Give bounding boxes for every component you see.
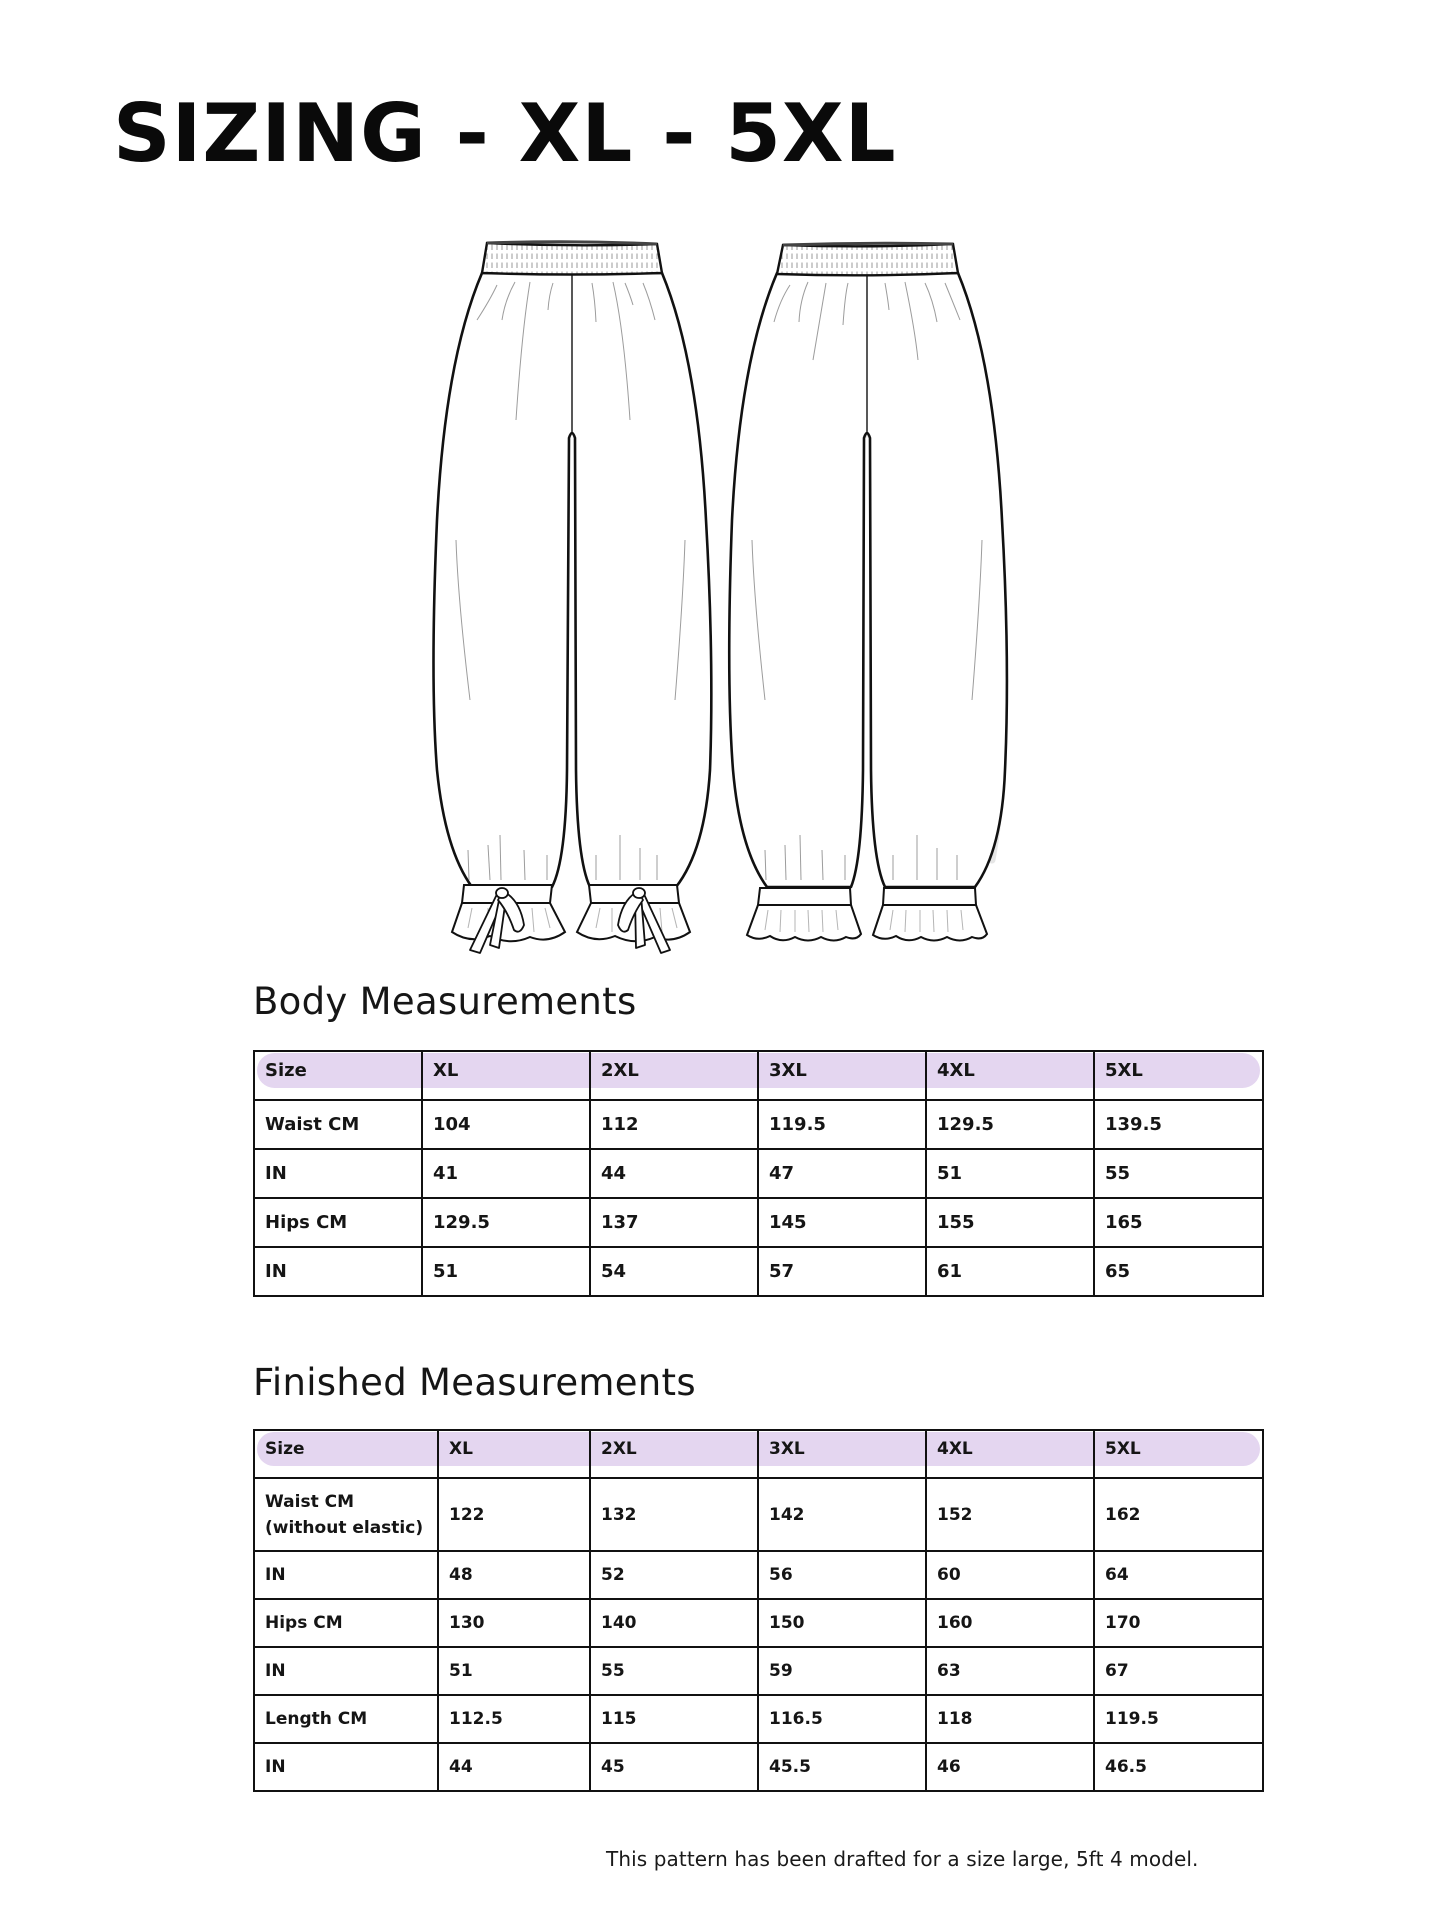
body-measurements-table <box>253 1050 1264 1297</box>
finished-measurements-table <box>253 1429 1264 1792</box>
table-cell: 152 <box>926 1478 1094 1551</box>
table-row <box>254 1100 1263 1149</box>
table-cell: 139.5 <box>1094 1100 1263 1149</box>
model-size-footnote: This pattern has been drafted for a size large, 5ft 4 model. <box>606 1847 1199 1871</box>
front-view-pants <box>434 242 712 953</box>
table-cell: 118 <box>926 1695 1094 1743</box>
table-cell: 55 <box>590 1647 758 1695</box>
table-cell: 55 <box>1094 1149 1263 1198</box>
table-cell: 51 <box>422 1247 590 1296</box>
table-cell: 60 <box>926 1551 1094 1599</box>
table-cell: 165 <box>1094 1198 1263 1247</box>
row-label: Hips CM <box>254 1599 438 1647</box>
table-cell: 145 <box>758 1198 926 1247</box>
header-cell: 2XL <box>590 1430 758 1478</box>
table-cell: 112.5 <box>438 1695 590 1743</box>
table-cell: 115 <box>590 1695 758 1743</box>
table-cell: 41 <box>422 1149 590 1198</box>
table-cell: 119.5 <box>758 1100 926 1149</box>
table-header-row <box>254 1430 1263 1478</box>
table-cell: 46.5 <box>1094 1743 1263 1791</box>
table-cell: 51 <box>926 1149 1094 1198</box>
table-row <box>254 1743 1263 1791</box>
table-cell: 44 <box>590 1149 758 1198</box>
table-cell: 47 <box>758 1149 926 1198</box>
table-cell: 132 <box>590 1478 758 1551</box>
table-cell: 56 <box>758 1551 926 1599</box>
row-label: Hips CM <box>254 1198 422 1247</box>
header-cell: XL <box>422 1051 590 1100</box>
table-cell: 64 <box>1094 1551 1263 1599</box>
table-cell: 112 <box>590 1100 758 1149</box>
row-label: Waist CM <box>254 1100 422 1149</box>
header-cell: 3XL <box>758 1430 926 1478</box>
table-cell: 67 <box>1094 1647 1263 1695</box>
table-cell: 160 <box>926 1599 1094 1647</box>
table-header-row <box>254 1051 1263 1100</box>
header-cell: 2XL <box>590 1051 758 1100</box>
row-label: IN <box>254 1743 438 1791</box>
table-cell: 142 <box>758 1478 926 1551</box>
table-cell: 45.5 <box>758 1743 926 1791</box>
table-cell: 52 <box>590 1551 758 1599</box>
table-row <box>254 1599 1263 1647</box>
table-cell: 129.5 <box>422 1198 590 1247</box>
table-row <box>254 1247 1263 1296</box>
table-cell: 44 <box>438 1743 590 1791</box>
table-row <box>254 1198 1263 1247</box>
header-cell: XL <box>438 1430 590 1478</box>
table-row <box>254 1478 1263 1551</box>
table-cell: 129.5 <box>926 1100 1094 1149</box>
row-label: IN <box>254 1647 438 1695</box>
table-row <box>254 1695 1263 1743</box>
row-label: IN <box>254 1247 422 1296</box>
header-cell: Size <box>254 1051 422 1100</box>
table-cell: 130 <box>438 1599 590 1647</box>
table-cell: 46 <box>926 1743 1094 1791</box>
row-label: Waist CM (without elastic) <box>254 1478 438 1551</box>
table-cell: 140 <box>590 1599 758 1647</box>
row-label: IN <box>254 1149 422 1198</box>
header-cell: 5XL <box>1094 1430 1263 1478</box>
table-cell: 104 <box>422 1100 590 1149</box>
table-cell: 162 <box>1094 1478 1263 1551</box>
header-cell: Size <box>254 1430 438 1478</box>
table-cell: 59 <box>758 1647 926 1695</box>
table-cell: 65 <box>1094 1247 1263 1296</box>
table-cell: 122 <box>438 1478 590 1551</box>
header-cell: 4XL <box>926 1051 1094 1100</box>
table-cell: 54 <box>590 1247 758 1296</box>
table-row <box>254 1149 1263 1198</box>
table-cell: 57 <box>758 1247 926 1296</box>
table-cell: 48 <box>438 1551 590 1599</box>
table-row <box>254 1647 1263 1695</box>
page-title: SIZING - XL - 5XL <box>113 87 897 180</box>
table-cell: 170 <box>1094 1599 1263 1647</box>
header-cell: 3XL <box>758 1051 926 1100</box>
row-label: IN <box>254 1551 438 1599</box>
table-cell: 119.5 <box>1094 1695 1263 1743</box>
table-cell: 45 <box>590 1743 758 1791</box>
back-view-pants <box>729 243 1007 940</box>
header-cell: 4XL <box>926 1430 1094 1478</box>
body-measurements-heading: Body Measurements <box>253 980 637 1023</box>
table-cell: 51 <box>438 1647 590 1695</box>
table-cell: 61 <box>926 1247 1094 1296</box>
finished-measurements-heading: Finished Measurements <box>253 1361 696 1404</box>
table-cell: 63 <box>926 1647 1094 1695</box>
row-label: Length CM <box>254 1695 438 1743</box>
table-cell: 137 <box>590 1198 758 1247</box>
table-cell: 116.5 <box>758 1695 926 1743</box>
header-cell: 5XL <box>1094 1051 1263 1100</box>
table-row <box>254 1551 1263 1599</box>
table-cell: 155 <box>926 1198 1094 1247</box>
table-cell: 150 <box>758 1599 926 1647</box>
